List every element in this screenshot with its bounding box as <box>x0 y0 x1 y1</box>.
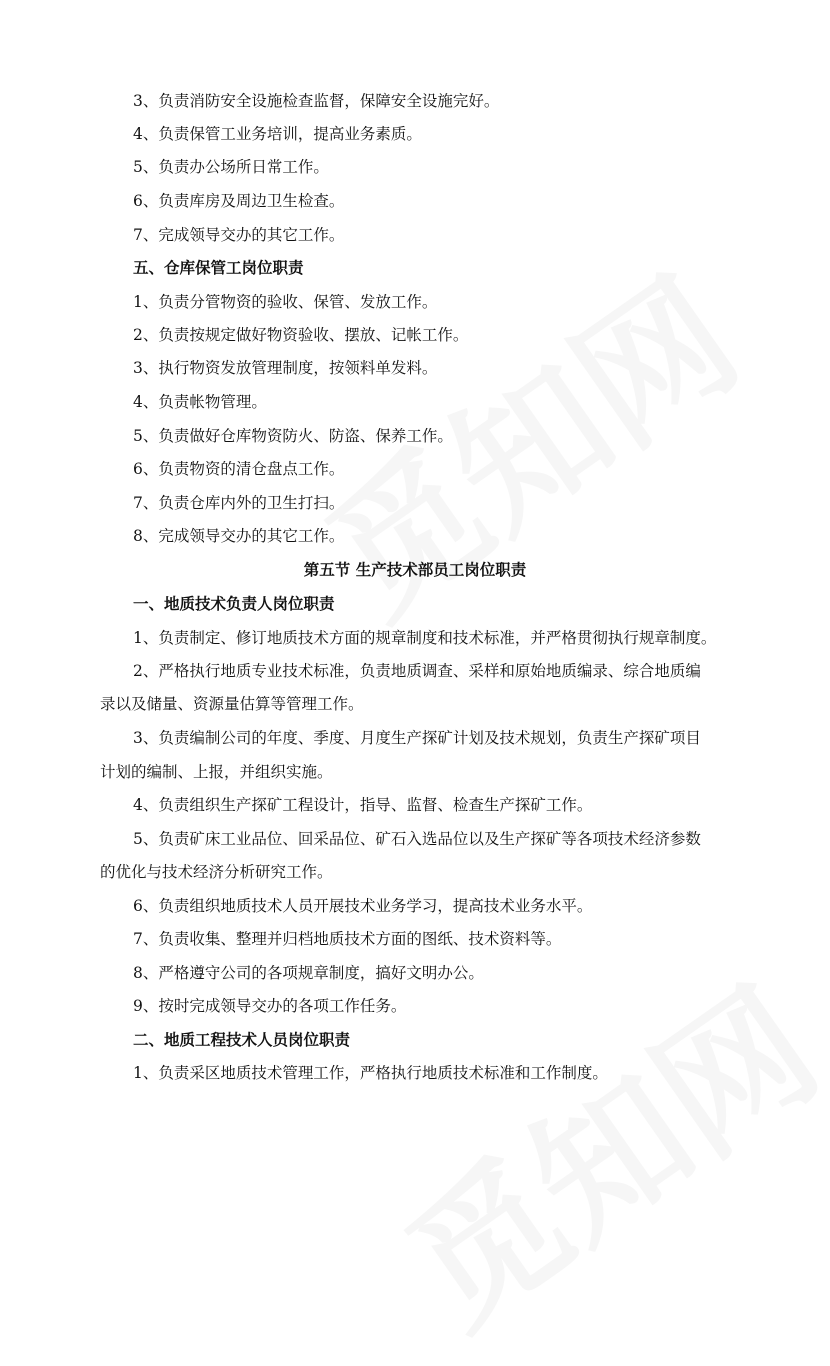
list-item: 1、负责分管物资的验收、保管、发放工作。 <box>133 293 438 311</box>
list-item: 5、负责矿床工业品位、回采品位、矿石入选品位以及生产探矿等各项技术经济参数 <box>133 830 701 848</box>
list-item: 3、负责消防安全设施检查监督，保障安全设施完好。 <box>133 92 500 110</box>
list-item: 1、负责制定、修订地质技术方面的规章制度和技术标准，并严格贯彻执行规章制度。 <box>133 629 717 647</box>
section-heading: 一、地质技术负责人岗位职责 <box>133 594 335 613</box>
list-item-continuation: 录以及储量、资源量估算等管理工作。 <box>100 695 364 713</box>
list-item: 2、负责按规定做好物资验收、摆放、记帐工作。 <box>133 326 469 344</box>
list-item-continuation: 计划的编制、上报，并组织实施。 <box>100 763 333 781</box>
list-item: 7、完成领导交办的其它工作。 <box>133 226 345 244</box>
list-item: 6、负责库房及周边卫生检查。 <box>133 192 345 210</box>
list-item: 4、负责组织生产探矿工程设计，指导、监督、检查生产探矿工作。 <box>133 796 593 814</box>
list-item: 3、执行物资发放管理制度，按领料单发料。 <box>133 359 438 377</box>
chapter-title: 第五节 生产技术部员工岗位职责 <box>303 560 527 579</box>
list-item: 5、负责做好仓库物资防火、防盗、保养工作。 <box>133 427 453 445</box>
list-item: 9、按时完成领导交办的各项工作任务。 <box>133 997 407 1015</box>
list-item: 6、负责物资的清仓盘点工作。 <box>133 460 345 478</box>
list-item: 2、严格执行地质专业技术标准，负责地质调查、采样和原始地质编录、综合地质编 <box>133 662 701 680</box>
list-item: 1、负责采区地质技术管理工作，严格执行地质技术标准和工作制度。 <box>133 1064 608 1082</box>
list-item: 5、负责办公场所日常工作。 <box>133 158 329 176</box>
list-item: 7、负责仓库内外的卫生打扫。 <box>133 494 345 512</box>
list-item: 3、负责编制公司的年度、季度、月度生产探矿计划及技术规划，负责生产探矿项目 <box>133 729 701 747</box>
list-item: 8、完成领导交办的其它工作。 <box>133 527 345 545</box>
list-item-continuation: 的优化与技术经济分析研究工作。 <box>100 863 333 881</box>
section-heading: 五、仓库保管工岗位职责 <box>133 258 304 277</box>
list-item: 7、负责收集、整理并归档地质技术方面的图纸、技术资料等。 <box>133 930 562 948</box>
list-item: 4、负责帐物管理。 <box>133 393 267 411</box>
list-item: 8、严格遵守公司的各项规章制度，搞好文明办公。 <box>133 964 484 982</box>
list-item: 6、负责组织地质技术人员开展技术业务学习，提高技术业务水平。 <box>133 897 593 915</box>
section-heading: 二、地质工程技术人员岗位职责 <box>133 1030 351 1049</box>
list-item: 4、负责保管工业务培训，提高业务素质。 <box>133 125 422 143</box>
